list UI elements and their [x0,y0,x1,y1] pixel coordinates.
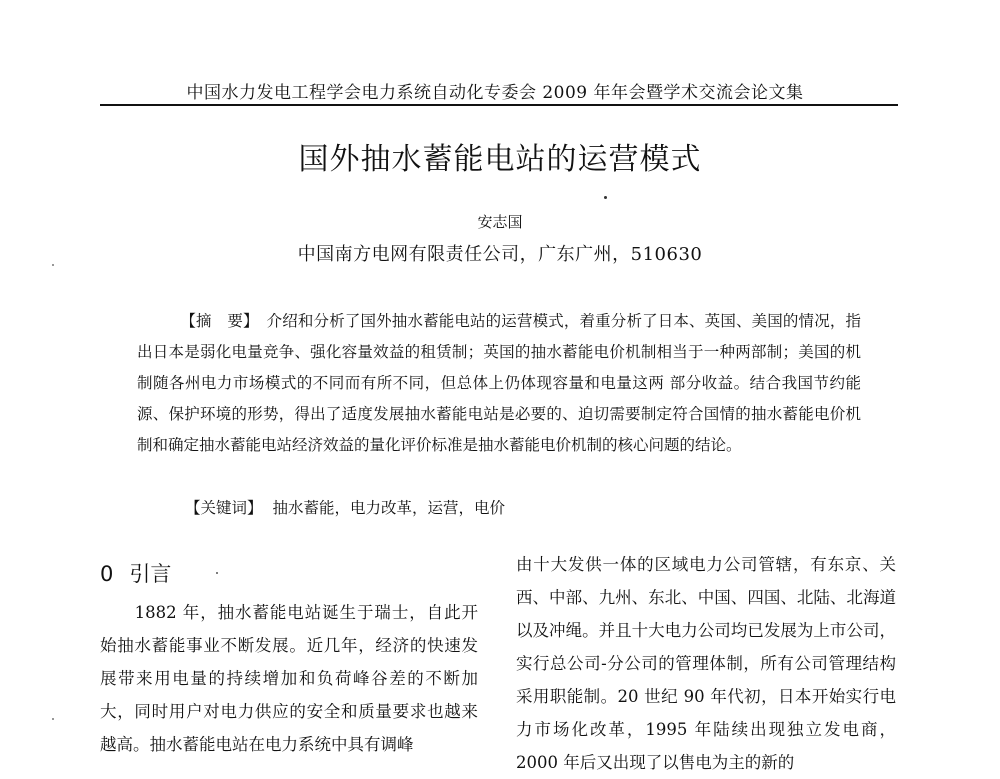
keywords-label: 【关键词】 [185,499,263,517]
abstract-text: 介绍和分析了国外抽水蓄能电站的运营模式，着重分析了日本、英国、美国的情况，指出日本是弱化电量竞争、强化容量效益的租赁制；英国的抽水蓄能电价机制相当于一种两部制；美国的机制随各州电力市场模式的不同而有所不同，但总体上仍体现容量和电量这两 部分收益。结合我国节约能源、保护环境的形势，得出了适度发展抽水蓄能电站是必要的、迫切需要制定符合国情的抽水蓄能电价机制和确定抽水蓄能电站经济效益的量化评价标准是抽水蓄能电价机制的核心问题的结论。 [137,312,861,454]
header-rule [100,104,898,106]
abstract [137,306,861,461]
section-heading [100,558,171,588]
abstract-label: 【摘 要】 [180,312,259,330]
right-column-text: 由十大发供一体的区域电力公司管辖，有东京、关西、中部、九州、东北、中国、四国、北陆、北海道以及冲绳。并且十大电力公司均已发展为上市公司，实行总公司-分公司的管理体制，所有公司管理结构采用职能制。20 世纪 90 年代初，日本开始实行电力市场化改革，1995 年陆续出现独立发电商，2000 年后又出现了以售电为主的新的 [516,555,896,772]
scan-speck [604,196,607,199]
left-column-text: 1882 年，抽水蓄能电站诞生于瑞士，自此开始抽水蓄能事业不断发展。近几年，经济的快速发展带来用电量的持续增加和负荷峰谷差的不断加大，同时用户对电力供应的安全和质量要求也越来越高。抽水蓄能电站在电力系统中具有调峰 [100,603,478,754]
author: 安志国 [477,213,523,231]
section-title: 引言 [129,562,172,586]
keywords [185,496,505,518]
scan-speck [52,718,54,720]
running-header: 中国水力发电工程学会电力系统自动化专委会 2009 年年会暨学术交流会论文集 [186,83,804,103]
paper-title: 国外抽水蓄能电站的运营模式 [298,142,702,177]
affiliation: 中国南方电网有限责任公司，广东广州，510630 [297,244,703,265]
section-number: 0 [100,562,114,586]
scan-speck [216,572,218,574]
keywords-text: 抽水蓄能，电力改革，运营，电价 [272,499,506,517]
scan-speck [52,264,54,266]
